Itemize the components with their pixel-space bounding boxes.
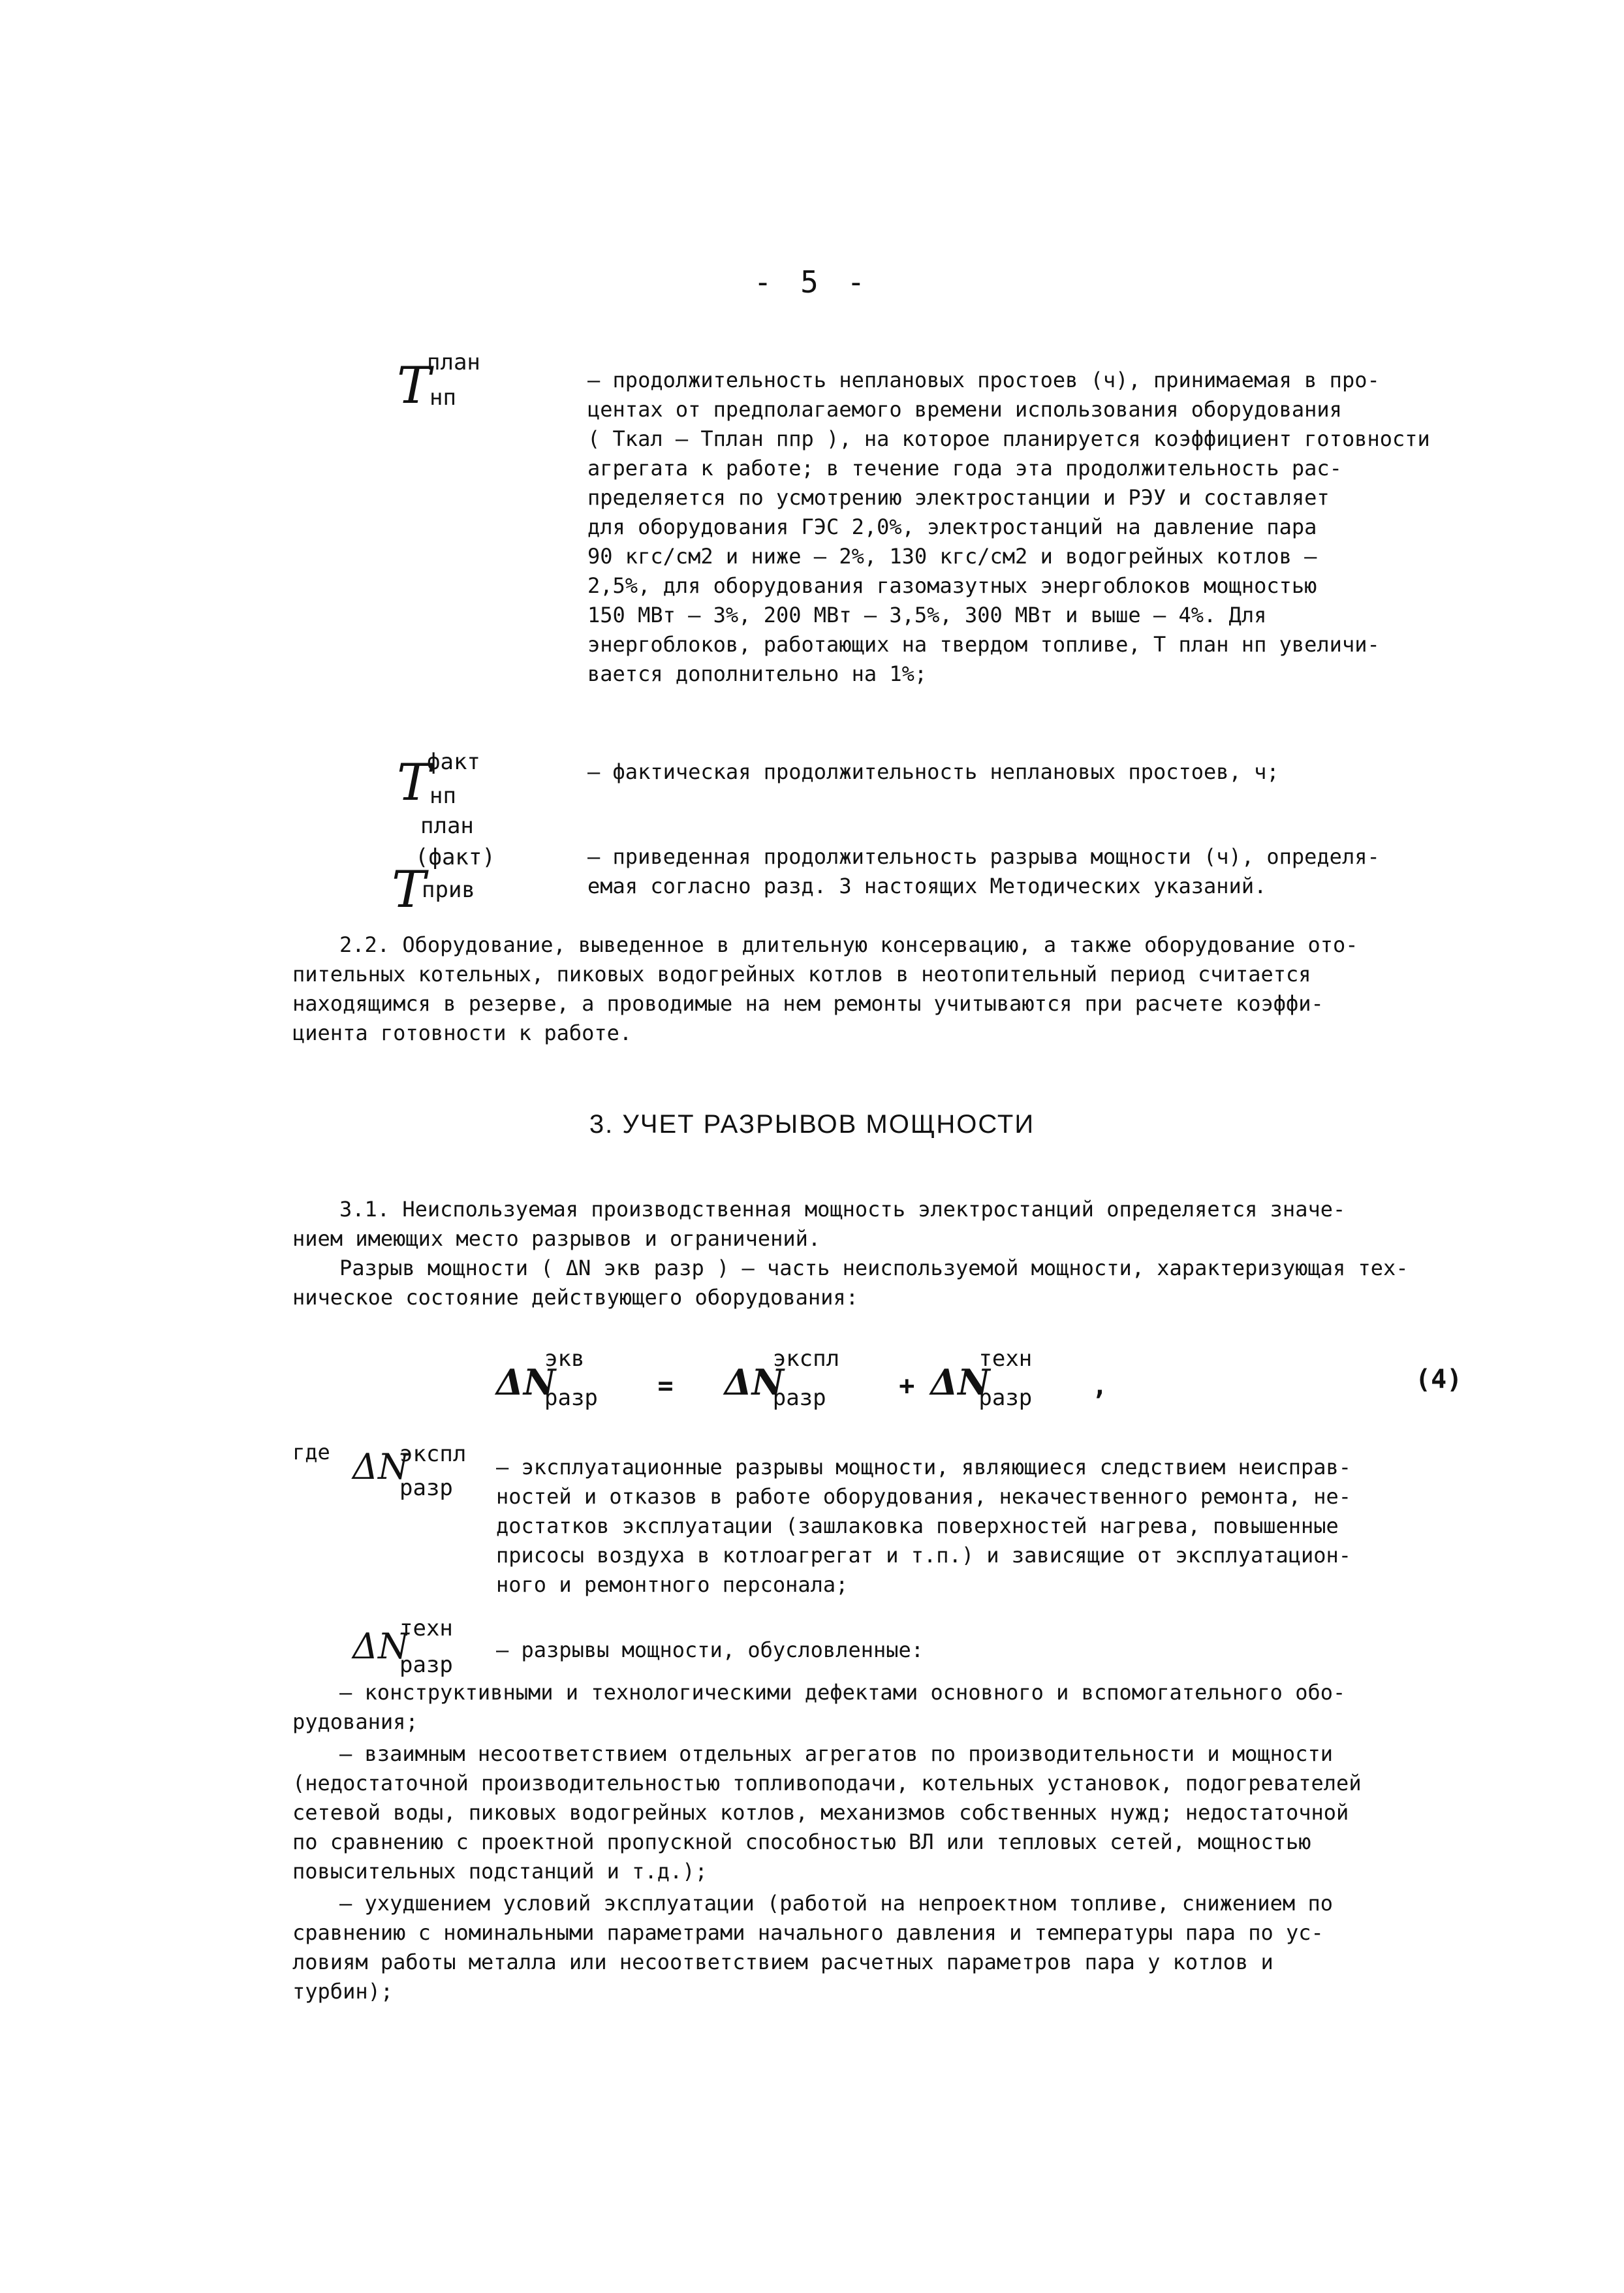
definition-t-priv [587, 842, 1380, 901]
symbol-sup: экспл [399, 1441, 467, 1467]
definition-line: – разрывы мощности, обусловленные: [496, 1637, 924, 1662]
formula-plus: + [899, 1371, 915, 1401]
definition-line: 90 кгс/см2 и ниже — 2%, 130 кгс/см2 и водогрейных котлов — [587, 544, 1317, 569]
definition-line: ного и ремонтного персонала; [496, 1572, 849, 1597]
formula-term-tech [930, 1346, 1033, 1411]
definition-line: 150 МВт — 3%, 200 МВт — 3,5%, 300 МВт и выше — 4%. Для [587, 603, 1267, 627]
bullet-line: – ухудшением условий эксплуатации (работой на непроектном топливе, снижением по [339, 1891, 1333, 1916]
symbol-sub: нп [429, 385, 456, 411]
bullet-item [292, 1739, 1474, 1886]
formula-term-expl [724, 1346, 840, 1411]
symbol-delta-n-expl [352, 1441, 467, 1501]
page-number: - 5 - [753, 264, 871, 300]
definition-tech [496, 1636, 924, 1665]
formula-sup: экспл [772, 1346, 840, 1372]
bullet-line: сетевой воды, пиковых водогрейных котлов, механизмов собственных нужд; недостаточной [292, 1800, 1349, 1825]
formula-comma: , [1091, 1371, 1108, 1401]
section-heading: 3. УЧЕТ РАЗРЫВОВ МОЩНОСТИ [589, 1110, 1035, 1139]
definition-expl [496, 1453, 1351, 1600]
bullet-line: (недостаточной производительностью топливоподачи, котельных установок, подогревателей [292, 1771, 1362, 1795]
symbol-main: T [392, 861, 426, 919]
where-word: где [292, 1440, 330, 1464]
symbol-sup: (факт) [415, 844, 495, 870]
delta-n-symbol: ΔN [930, 1361, 990, 1403]
paragraph-line: нием имеющих место разрывов и ограничений. [292, 1226, 821, 1251]
formula-sub: разр [772, 1385, 826, 1411]
paragraph-line: 3.1. Неиспользуемая производственная мощность электростанций определяется значе- [339, 1197, 1346, 1222]
symbol-sup: факт [427, 749, 480, 775]
bullet-line: турбин); [292, 1979, 394, 2004]
equation-number: (4) [1415, 1365, 1463, 1395]
symbol-sub: прив [422, 877, 475, 903]
paragraph-line: циента готовности к работе. [292, 1020, 632, 1045]
delta-n-symbol: ΔN [724, 1361, 784, 1403]
bullet-line: повысительных подстанций и т.д.); [292, 1859, 708, 1884]
formula-sup: экв [544, 1346, 585, 1372]
definition-line: центах от предполагаемого времени использования оборудования [587, 397, 1342, 422]
symbol-sub: разр [399, 1652, 453, 1678]
symbol-t-plan-np [397, 349, 480, 415]
bullet-line: – конструктивными и технологическими дефектами основного и вспомогательного обо- [339, 1680, 1346, 1705]
bullet-line: ловиям работы металла или несоответствием расчетных параметров пара у котлов и [292, 1950, 1273, 1974]
symbol-delta-n-tech [352, 1615, 453, 1678]
definition-line: энергоблоков, работающих на твердом топливе, T план нп увеличи- [587, 632, 1380, 657]
bullet-item [292, 1678, 1474, 1737]
paragraph-2-2 [292, 930, 1474, 1048]
paragraph-line: Разрыв мощности ( ΔN экв разр ) – часть неиспользуемой мощности, характеризующая тех- [339, 1256, 1409, 1280]
paragraph-line: 2.2. Оборудование, выведенное в длительную консервацию, а также оборудование ото- [339, 932, 1358, 957]
definition-line: для оборудования ГЭС 2,0%, электростанций на давление пара [587, 514, 1317, 539]
definition-line: агрегата к работе; в течение года эта продолжительность рас- [587, 456, 1342, 481]
bullet-line: по сравнению с проектной пропускной способностью ВЛ или тепловых сетей, мощностью [292, 1829, 1311, 1854]
bullet-line: – взаимным несоответствием отдельных агрегатов по производительности и мощности [339, 1741, 1333, 1766]
definition-line: – приведенная продолжительность разрыва мощности (ч), определя- [587, 844, 1380, 869]
definition-line: – продолжительность неплановых простоев (ч), принимаемая в про- [587, 368, 1380, 392]
definition-line: вается дополнительно на 1%; [587, 661, 928, 686]
definition-line: пределяется по усмотрению электростанции и РЭУ и составляет [587, 485, 1330, 510]
bullet-list [292, 1678, 1474, 2006]
formula-lhs [496, 1346, 598, 1411]
bullet-line: сравнению с номинальными параметрами начального давления и температуры пара по ус- [292, 1920, 1324, 1945]
definition-t-fakt-np [587, 757, 1279, 787]
definition-line: достатков эксплуатации (зашлаковка поверхностей нагрева, повышенные [496, 1513, 1339, 1538]
symbol-t-priv [392, 813, 495, 919]
symbol-sub: разр [399, 1475, 453, 1501]
paragraph-line: пительных котельных, пиковых водогрейных котлов в неотопительный период считается [292, 962, 1311, 987]
definition-line: – фактическая продолжительность неплановых простоев, ч; [587, 759, 1279, 784]
formula-sub: разр [544, 1385, 598, 1411]
symbol-sub: нп [429, 783, 456, 809]
symbol-main: T [397, 356, 431, 415]
delta-n-symbol: ΔN [352, 1446, 409, 1487]
delta-n-symbol: ΔN [352, 1626, 409, 1667]
formula-4 [496, 1346, 1108, 1411]
symbol-main: T [397, 753, 431, 812]
bullet-item [292, 1889, 1474, 2006]
symbol-t-fakt-np [397, 749, 480, 812]
definition-t-plan-np [587, 366, 1430, 689]
definition-line: 2,5%, для оборудования газомазутных энергоблоков мощностью [587, 573, 1317, 598]
formula-sub: разр [978, 1385, 1033, 1411]
definition-line: ностей и отказов в работе оборудования, некачественного ремонта, не- [496, 1484, 1352, 1509]
formula-sup: техн [978, 1346, 1033, 1372]
definition-line: ( Tкал – Tплан ппр ), на которое планируется коэффициент готовности [587, 426, 1430, 451]
paragraph-3-1 [292, 1195, 1474, 1312]
delta-n-symbol: ΔN [496, 1361, 556, 1403]
paragraph-line: находящимся в резерве, а проводимые на нем ремонты учитываются при расчете коэффи- [292, 991, 1324, 1016]
definition-line: – эксплуатационные разрывы мощности, являющиеся следствием неисправ- [496, 1455, 1352, 1479]
symbol-sup: план [427, 349, 480, 375]
formula-equals: = [657, 1371, 674, 1401]
paragraph-line: ническое состояние действующего оборудования: [292, 1285, 858, 1310]
symbol-sup-top: план [420, 813, 474, 839]
definition-line: присосы воздуха в котлоагрегат и т.п.) и зависящие от эксплуатацион- [496, 1543, 1352, 1568]
symbol-sup: техн [399, 1615, 453, 1641]
bullet-line: рудования; [292, 1709, 418, 1734]
definition-line: емая согласно разд. 3 настоящих Методических указаний. [587, 874, 1267, 898]
